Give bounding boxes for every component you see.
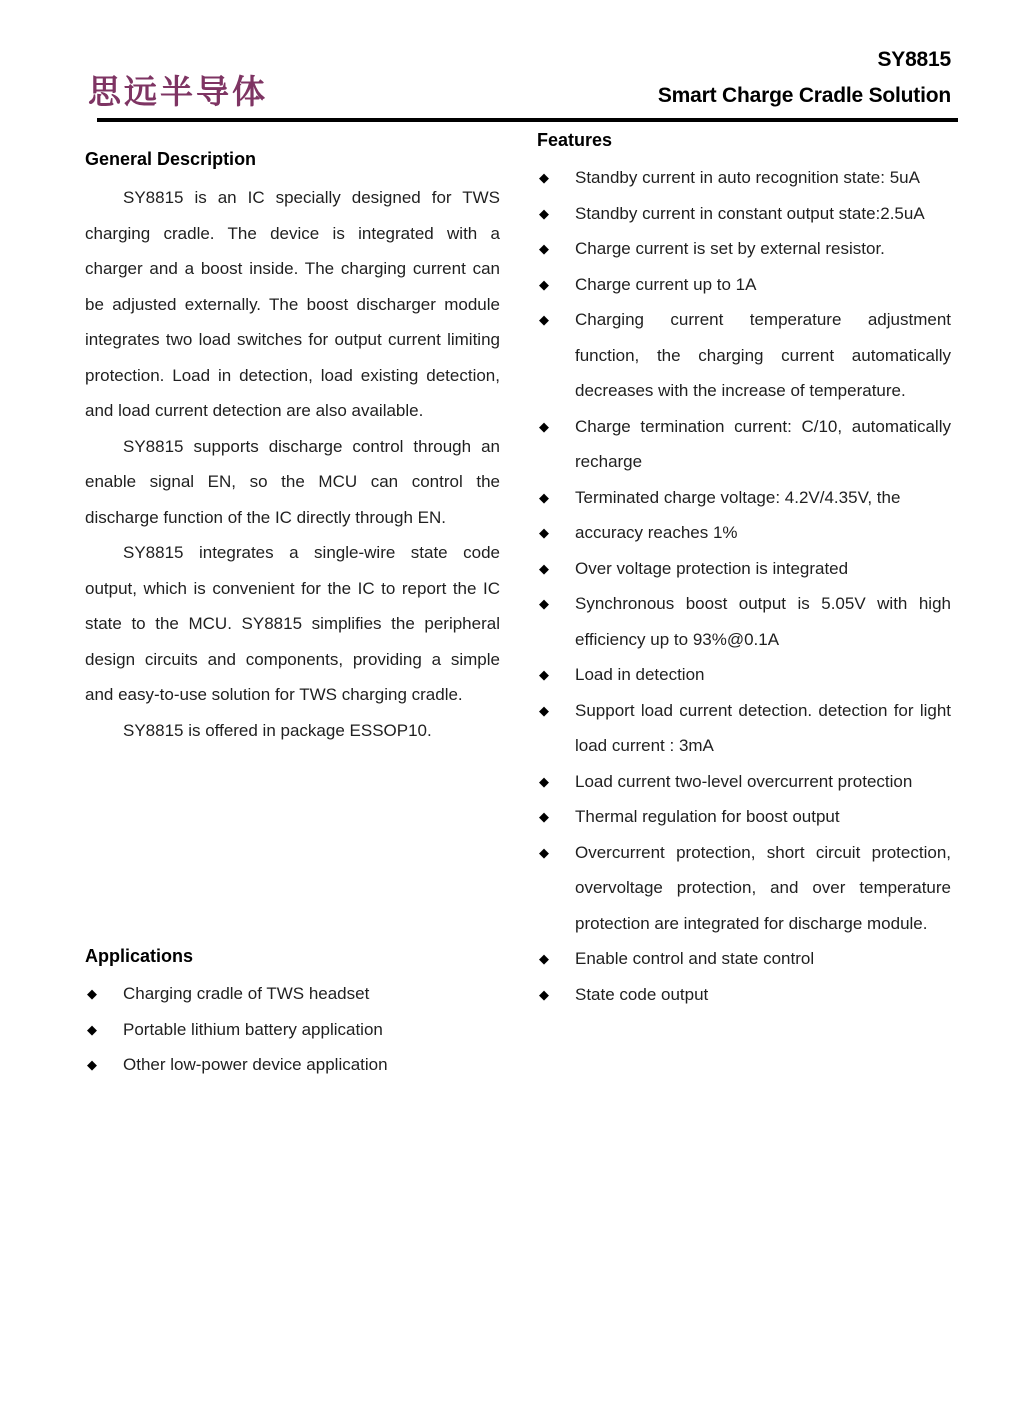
feature-item-text: Over voltage protection is integrated — [575, 558, 849, 578]
feature-item — [537, 657, 951, 693]
diamond-bullet-icon: ◆ — [539, 702, 549, 718]
paragraph: SY8815 supports discharge control through an enable signal EN, so the MCU can control the discharge function of the IC directly through EN. — [85, 436, 500, 527]
diamond-bullet-icon: ◆ — [87, 1021, 97, 1037]
diamond-bullet-icon: ◆ — [539, 276, 549, 292]
applications-list — [85, 976, 393, 1083]
applications-title: Applications — [85, 946, 194, 966]
feature-item-text: Terminated charge voltage: 4.2V/4.35V, the — [575, 487, 901, 507]
diamond-bullet-icon: ◆ — [87, 1057, 97, 1072]
feature-item — [537, 409, 951, 480]
feature-item-text: Overcurrent protection, short circuit protection, overvoltage protection, and over temperature protection are integrated for discharge module. — [575, 842, 951, 933]
diamond-bullet-icon: ◆ — [539, 596, 549, 611]
diamond-bullet-icon: ◆ — [539, 170, 549, 185]
feature-item — [537, 941, 951, 977]
feature-item-text: Support load current detection. detection for light load current : 3mA — [575, 700, 951, 755]
feature-item-text: accuracy reaches 1% — [575, 523, 738, 542]
feature-item-text: Thermal regulation for boost output — [575, 807, 840, 826]
feature-item — [537, 231, 951, 267]
diamond-bullet-icon: ◆ — [539, 205, 549, 221]
diamond-bullet-icon: ◆ — [539, 560, 549, 576]
diamond-bullet-icon: ◆ — [539, 241, 549, 256]
diamond-bullet-icon: ◆ — [539, 773, 549, 789]
diamond-bullet-icon: ◆ — [539, 951, 549, 966]
diamond-bullet-icon: ◆ — [87, 986, 97, 1001]
doc-title: Smart Charge Cradle Solution — [657, 84, 951, 107]
feature-item-text: Charge termination current: C/10, automatically recharge — [575, 416, 951, 471]
diamond-bullet-icon: ◆ — [539, 809, 549, 824]
feature-item — [537, 480, 951, 516]
diamond-bullet-icon: ◆ — [539, 489, 549, 505]
feature-item — [537, 693, 951, 764]
header-title-block — [658, 42, 951, 114]
feature-item-text: Standby current in constant output state:2.5uA — [575, 203, 925, 223]
application-item-text: Portable lithium battery application — [123, 1019, 383, 1039]
features-list — [537, 160, 951, 1012]
paragraph: SY8815 is an IC specially designed for TWS charging cradle. The device is integrated with a charger and a boost inside. The charging current can be adjusted externally. The boost discharger module integrates two load switches for output current limiting protection. Load in detection, load existing detection, and load current detection are also available. — [85, 188, 500, 420]
feature-item-text: State code output — [575, 984, 709, 1004]
feature-item — [537, 160, 951, 196]
feature-item — [537, 267, 951, 303]
feature-item-text: Standby current in auto recognition state: 5uA — [575, 168, 920, 187]
header-divider — [97, 118, 958, 122]
part-number: SY8815 — [877, 48, 951, 71]
diamond-bullet-icon: ◆ — [539, 525, 549, 540]
feature-item-text: Charge current is set by external resistor. — [575, 239, 885, 258]
application-item-text: Charging cradle of TWS headset — [123, 984, 370, 1003]
feature-item — [537, 302, 951, 409]
feature-item-text: Enable control and state control — [575, 949, 815, 968]
diamond-bullet-icon: ◆ — [539, 312, 549, 327]
feature-item — [537, 515, 951, 551]
feature-item — [537, 799, 951, 835]
application-item-text: Other low-power device application — [123, 1055, 388, 1074]
feature-item — [537, 586, 951, 657]
paragraph: SY8815 is offered in package ESSOP10. — [123, 720, 432, 740]
feature-item — [537, 196, 951, 232]
company-logo: 思远半导体 — [88, 73, 268, 110]
feature-item — [537, 764, 951, 800]
feature-item — [537, 835, 951, 942]
feature-item-text: Load in detection — [575, 665, 705, 684]
diamond-bullet-icon: ◆ — [539, 844, 549, 860]
diamond-bullet-icon: ◆ — [539, 667, 549, 682]
diamond-bullet-icon: ◆ — [539, 418, 549, 434]
application-item — [85, 976, 393, 1012]
feature-item-text: Load current two-level overcurrent protection — [575, 771, 913, 791]
application-item — [85, 1012, 393, 1048]
general-description-body — [85, 180, 500, 748]
feature-item — [537, 977, 951, 1013]
general-description-title: General Description — [85, 149, 257, 169]
paragraph: SY8815 integrates a single-wire state code output, which is convenient for the IC to report the IC state to the MCU. SY8815 simplifies the peripheral design circuits and components, providing a simple and easy-to-use solution for TWS charging cradle. — [85, 543, 500, 704]
features-title: Features — [537, 130, 613, 150]
feature-item — [537, 551, 951, 587]
feature-item-text: Synchronous boost output is 5.05V with high efficiency up to 93%@0.1A — [575, 594, 951, 649]
diamond-bullet-icon: ◆ — [539, 986, 549, 1002]
feature-item-text: Charge current up to 1A — [575, 274, 757, 294]
application-item — [85, 1047, 393, 1083]
feature-item-text: Charging current temperature adjustment function, the charging current automatically decreases with the increase of temperature. — [575, 310, 951, 400]
